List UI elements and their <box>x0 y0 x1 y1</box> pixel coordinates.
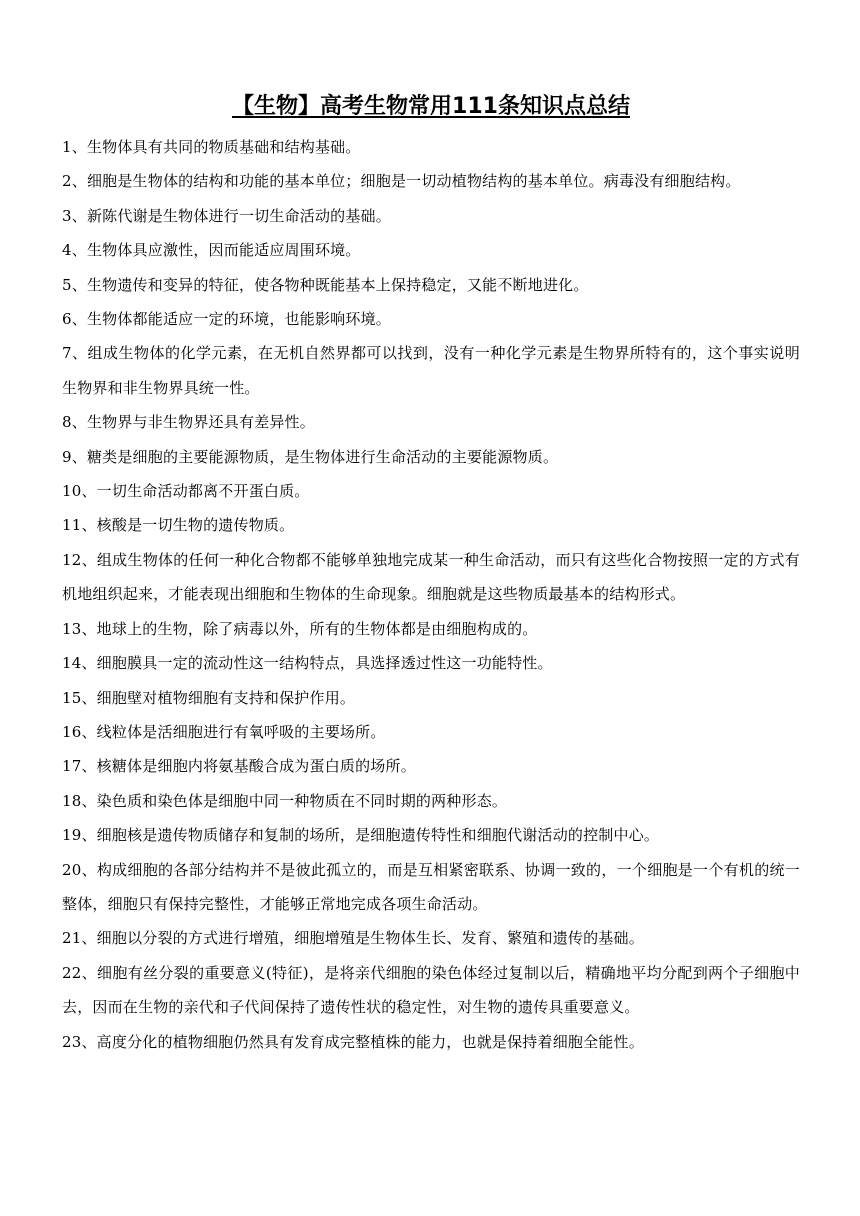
list-item: 2、细胞是生物体的结构和功能的基本单位；细胞是一切动植物结构的基本单位。病毒没有细胞结构。 <box>62 172 741 191</box>
list-item: 23、高度分化的植物细胞仍然具有发育成完整植株的能力，也就是保持着细胞全能性。 <box>62 1032 644 1051</box>
list-item: 20、构成细胞的各部分结构并不是彼此孤立的，而是互相紧密联系、协调一致的，一个细胞是一个有机的统一整体，细胞只有保持完整性，才能够正常地完成各项生命活动。 <box>62 860 800 913</box>
list-item: 19、细胞核是遗传物质储存和复制的场所，是细胞遗传特性和细胞代谢活动的控制中心。 <box>62 826 660 845</box>
list-item: 7、组成生物体的化学元素，在无机自然界都可以找到，没有一种化学元素是生物界所特有的，这个事实说明生物界和非生物界具统一性。 <box>62 344 800 397</box>
list-item: 11、核酸是一切生物的遗传物质。 <box>62 516 295 535</box>
list-item: 6、生物体都能适应一定的环境，也能影响环境。 <box>62 310 391 329</box>
list-item: 18、染色质和染色体是细胞中同一种物质在不同时期的两种形态。 <box>62 791 508 810</box>
list-item: 1、生物体具有共同的物质基础和结构基础。 <box>62 138 361 156</box>
list-item: 3、新陈代谢是生物体进行一切生命活动的基础。 <box>62 206 391 225</box>
list-item: 21、细胞以分裂的方式进行增殖，细胞增殖是生物体生长、发育、繁殖和遗传的基础。 <box>62 929 644 948</box>
page-title-text: 【生物】高考生物常用111条知识点总结 <box>232 94 630 119</box>
list-item: 17、核糖体是细胞内将氨基酸合成为蛋白质的场所。 <box>62 757 416 776</box>
list-item: 14、细胞膜具一定的流动性这一结构特点，具选择透过性这一功能特性。 <box>62 654 553 673</box>
list-item: 15、细胞壁对植物细胞有支持和保护作用。 <box>62 688 356 707</box>
page-title <box>62 92 800 124</box>
list-item: 10、一切生命活动都离不开蛋白质。 <box>62 482 310 501</box>
list-item: 22、细胞有丝分裂的重要意义(特征)，是将亲代细胞的染色体经过复制以后，精确地平均分配到两个子细胞中去，因而在生物的亲代和子代间保持了遗传性状的稳定性，对生物的遗传具重要意义。 <box>62 963 800 1017</box>
list-item: 16、线粒体是活细胞进行有氧呼吸的主要场所。 <box>62 722 386 741</box>
knowledge-list <box>62 130 800 1059</box>
list-item: 12、组成生物体的任何一种化合物都不能够单独地完成某一种生命活动，而只有这些化合物按照一定的方式有机地组织起来，才能表现出细胞和生物体的生命现象。细胞就是这些物质最基本的结构形式。 <box>62 550 800 604</box>
list-item: 13、地球上的生物，除了病毒以外，所有的生物体都是由细胞构成的。 <box>62 619 538 638</box>
list-item: 5、生物遗传和变异的特征，使各物种既能基本上保持稳定，又能不断地进化。 <box>62 275 589 294</box>
list-item: 4、生物体具应激性，因而能适应周围环境。 <box>62 241 361 260</box>
list-item: 8、生物界与非生物界还具有差异性。 <box>62 413 315 432</box>
list-item: 9、糖类是细胞的主要能源物质，是生物体进行生命活动的主要能源物质。 <box>62 447 559 466</box>
